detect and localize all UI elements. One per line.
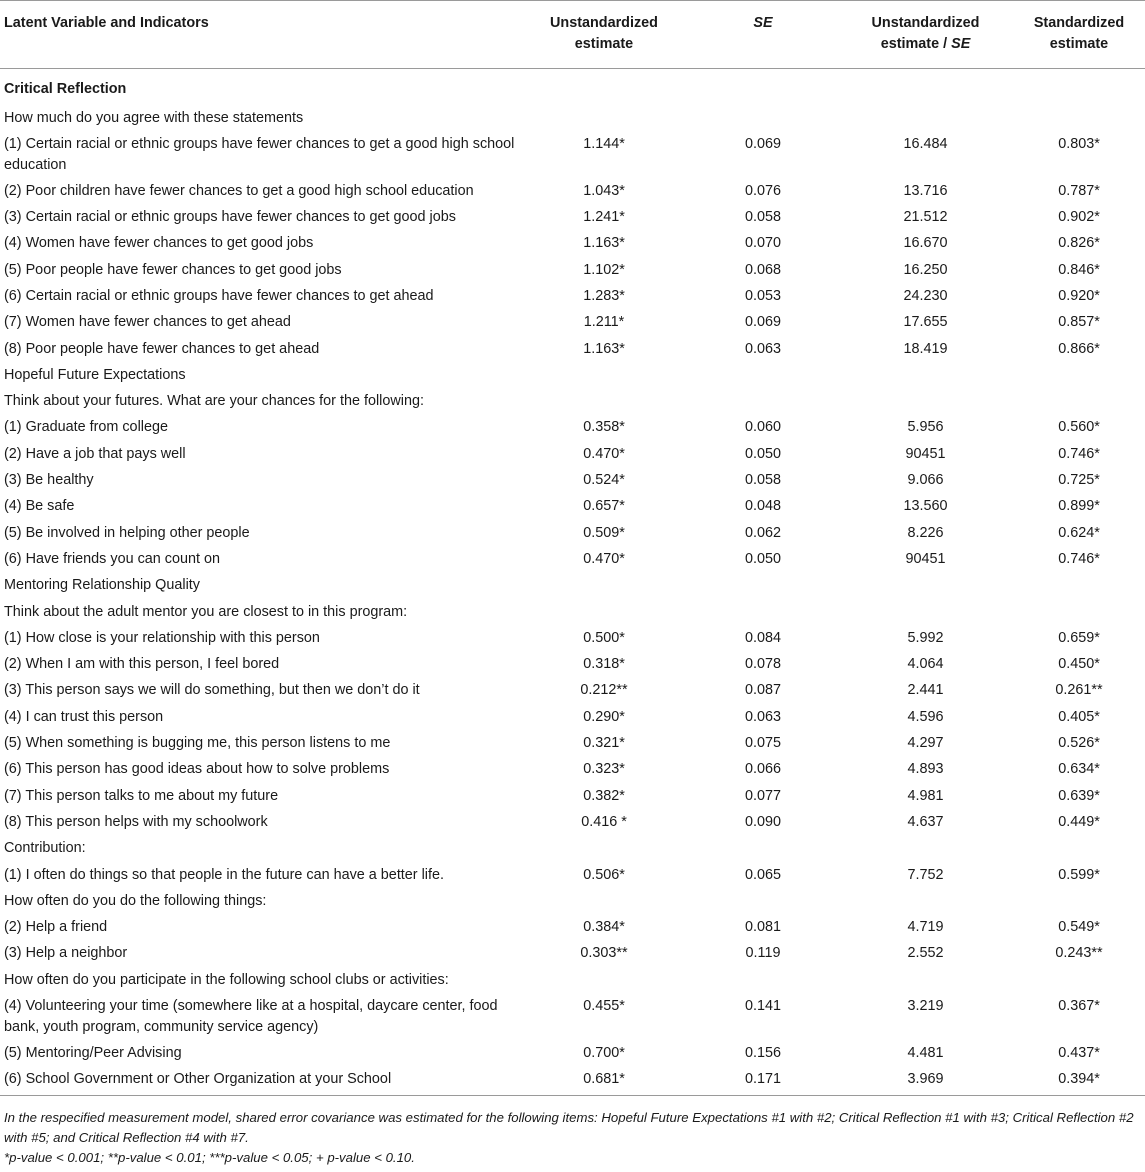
se-cell: 0.141 bbox=[744, 998, 781, 1014]
group-label: Critical Reflection bbox=[4, 81, 127, 97]
table-row bbox=[0, 204, 1145, 230]
indicator-label: (3) This person says we will do something, but then we don’t do it bbox=[4, 682, 420, 699]
empty-cell bbox=[838, 599, 1013, 625]
indicator-label: (1) How close is your relationship with this person bbox=[4, 629, 320, 646]
unstandardized-estimate-cell: 1.241* bbox=[583, 209, 625, 226]
subheader-row bbox=[0, 572, 1145, 598]
estimate-over-se-cell: 8.226 bbox=[907, 524, 944, 541]
unstandardized-estimate-cell: 0.323* bbox=[583, 761, 625, 778]
indicator-label: (4) Women have fewer chances to get good jobs bbox=[4, 235, 314, 252]
table-row bbox=[0, 1066, 1145, 1095]
empty-cell bbox=[838, 967, 1013, 993]
table-row bbox=[0, 625, 1145, 651]
table-row bbox=[0, 178, 1145, 204]
empty-cell bbox=[520, 599, 688, 625]
subheader-row bbox=[0, 888, 1145, 914]
empty-cell bbox=[520, 967, 688, 993]
group-label: How often do you participate in the following school clubs or activities: bbox=[4, 971, 449, 988]
se-cell: 0.084 bbox=[744, 629, 781, 646]
standardized-estimate-cell: 0.787* bbox=[1058, 182, 1100, 199]
indicator-label: (7) This person talks to me about my future bbox=[4, 787, 279, 804]
standardized-estimate-cell: 0.725* bbox=[1058, 472, 1100, 489]
indicator-label: (1) I often do things so that people in the future can have a better life. bbox=[4, 866, 444, 883]
standardized-estimate-cell: 0.549* bbox=[1058, 919, 1100, 936]
unstandardized-estimate-cell: 1.283* bbox=[583, 287, 625, 304]
unstandardized-estimate-cell: 1.163* bbox=[583, 235, 625, 252]
standardized-estimate-cell: 0.450* bbox=[1058, 656, 1100, 673]
empty-cell bbox=[688, 599, 838, 625]
empty-cell bbox=[1013, 967, 1145, 993]
empty-cell bbox=[688, 69, 838, 105]
indicator-label: (2) Have a job that pays well bbox=[4, 445, 186, 462]
empty-cell bbox=[688, 572, 838, 598]
indicator-label: (8) This person helps with my schoolwork bbox=[4, 813, 268, 830]
standardized-estimate-cell: 0.866* bbox=[1058, 340, 1100, 357]
unstandardized-estimate-cell: 0.657* bbox=[583, 498, 625, 515]
empty-cell bbox=[520, 388, 688, 414]
estimate-over-se-cell: 3.969 bbox=[907, 1071, 944, 1088]
standardized-estimate-cell: 0.857* bbox=[1058, 314, 1100, 331]
indicator-label: (1) Graduate from college bbox=[4, 419, 168, 436]
unstandardized-estimate-cell: 0.506* bbox=[583, 866, 625, 883]
estimate-over-se-cell: 17.655 bbox=[903, 314, 948, 331]
subheader-row bbox=[0, 835, 1145, 861]
empty-cell bbox=[1013, 888, 1145, 914]
unstandardized-estimate-cell: 0.318* bbox=[583, 656, 625, 673]
estimate-over-se-cell: 13.560 bbox=[903, 498, 948, 515]
se-cell: 0.050 bbox=[744, 445, 781, 462]
empty-cell bbox=[520, 69, 688, 105]
indicator-label: (6) Certain racial or ethnic groups have fewer chances to get ahead bbox=[4, 287, 434, 304]
se-cell: 0.081 bbox=[744, 919, 781, 936]
estimate-over-se-cell: 4.637 bbox=[907, 813, 944, 830]
footnote-covariance: In the respecified measurement model, shared error covariance was estimated for the following items: Hopeful Future Expectations #1 with #2; Critical Reflection #1 with #3; Critical Reflection #2 with #5; and Critical Reflection #4 with #7. bbox=[4, 1110, 1134, 1145]
indicator-label: (2) When I am with this person, I feel bored bbox=[4, 656, 280, 673]
empty-cell bbox=[520, 362, 688, 388]
standardized-estimate-cell: 0.367* bbox=[1058, 998, 1100, 1014]
standardized-estimate-cell: 0.639* bbox=[1058, 787, 1100, 804]
group-label: How much do you agree with these statements bbox=[4, 109, 304, 126]
subheader-row bbox=[0, 105, 1145, 131]
estimate-over-se-cell: 16.250 bbox=[903, 261, 948, 278]
table-row bbox=[0, 783, 1145, 809]
table-row bbox=[0, 230, 1145, 256]
standardized-estimate-cell: 0.746* bbox=[1058, 445, 1100, 462]
unstandardized-estimate-cell: 0.500* bbox=[583, 629, 625, 646]
subheader-row bbox=[0, 599, 1145, 625]
standardized-estimate-cell: 0.624* bbox=[1058, 524, 1100, 541]
empty-cell bbox=[838, 69, 1013, 105]
standardized-estimate-cell: 0.846* bbox=[1058, 261, 1100, 278]
estimate-over-se-cell: 2.441 bbox=[907, 682, 944, 699]
standardized-estimate-cell: 0.243** bbox=[1055, 945, 1103, 962]
indicator-label: (5) Poor people have fewer chances to get good jobs bbox=[4, 261, 342, 278]
se-cell: 0.063 bbox=[744, 708, 781, 725]
unstandardized-estimate-cell: 0.384* bbox=[583, 919, 625, 936]
header-se: SE bbox=[753, 15, 773, 31]
indicator-label: (6) School Government or Other Organization at your School bbox=[4, 1071, 392, 1088]
unstandardized-estimate-cell: 1.211* bbox=[583, 314, 625, 331]
standardized-estimate-cell: 0.634* bbox=[1058, 761, 1100, 778]
group-label: Contribution: bbox=[4, 840, 86, 857]
empty-cell bbox=[1013, 572, 1145, 598]
empty-cell bbox=[1013, 599, 1145, 625]
table-row bbox=[0, 520, 1145, 546]
indicator-label: (8) Poor people have fewer chances to get ahead bbox=[4, 340, 320, 357]
se-cell: 0.076 bbox=[744, 182, 781, 199]
table-header bbox=[0, 1, 1145, 69]
se-cell: 0.048 bbox=[744, 498, 781, 515]
table-row bbox=[0, 467, 1145, 493]
se-cell: 0.050 bbox=[744, 550, 781, 567]
estimate-over-se-cell: 7.752 bbox=[907, 866, 944, 883]
se-cell: 0.058 bbox=[744, 209, 781, 226]
empty-cell bbox=[1013, 105, 1145, 131]
unstandardized-estimate-cell: 1.163* bbox=[583, 340, 625, 357]
unstandardized-estimate-cell: 0.212** bbox=[580, 682, 628, 699]
group-label: Think about your futures. What are your chances for the following: bbox=[4, 393, 424, 410]
table-row bbox=[0, 756, 1145, 782]
unstandardized-estimate-cell: 0.382* bbox=[583, 787, 625, 804]
estimate-over-se-cell: 13.716 bbox=[903, 182, 948, 199]
table-row bbox=[0, 704, 1145, 730]
header-latent-variable: Latent Variable and Indicators bbox=[4, 15, 209, 31]
estimate-over-se-cell: 4.596 bbox=[907, 708, 944, 725]
unstandardized-estimate-cell: 0.416 * bbox=[581, 813, 627, 830]
unstandardized-estimate-cell: 0.290* bbox=[583, 708, 625, 725]
estimate-over-se-cell: 24.230 bbox=[903, 287, 948, 304]
empty-cell bbox=[838, 362, 1013, 388]
estimate-over-se-cell: 90451 bbox=[905, 445, 946, 462]
estimate-over-se-cell: 5.956 bbox=[907, 419, 944, 436]
table-row bbox=[0, 131, 1145, 178]
subheader-row bbox=[0, 967, 1145, 993]
unstandardized-estimate-cell: 0.358* bbox=[583, 419, 625, 436]
footnote-significance: *p-value < 0.001; **p-value < 0.01; ***p-value < 0.05; + p-value < 0.10. bbox=[4, 1150, 415, 1165]
estimate-over-se-cell: 4.297 bbox=[907, 735, 944, 752]
table-footnotes bbox=[4, 1108, 1139, 1168]
header-row bbox=[0, 1, 1145, 69]
standardized-estimate-cell: 0.437* bbox=[1058, 1045, 1100, 1061]
empty-cell bbox=[1013, 69, 1145, 105]
table-row bbox=[0, 940, 1145, 966]
table-row bbox=[0, 441, 1145, 467]
empty-cell bbox=[688, 835, 838, 861]
empty-cell bbox=[520, 835, 688, 861]
indicator-label: (1) Certain racial or ethnic groups have fewer chances to get a good high school education bbox=[4, 135, 515, 173]
estimate-over-se-cell: 3.219 bbox=[907, 998, 944, 1014]
se-cell: 0.171 bbox=[744, 1071, 781, 1088]
se-cell: 0.065 bbox=[744, 866, 781, 883]
table-row bbox=[0, 546, 1145, 572]
estimate-over-se-cell: 16.484 bbox=[903, 135, 948, 152]
estimate-over-se-cell: 21.512 bbox=[903, 209, 948, 226]
group-label: Hopeful Future Expectations bbox=[4, 366, 186, 383]
group-label: How often do you do the following things: bbox=[4, 892, 267, 909]
empty-cell bbox=[1013, 388, 1145, 414]
estimate-over-se-cell: 4.064 bbox=[907, 656, 944, 673]
se-cell: 0.063 bbox=[744, 340, 781, 357]
se-cell: 0.070 bbox=[744, 235, 781, 252]
header-estimate-over-se: Unstandardized estimate / SE bbox=[871, 15, 980, 52]
table-row bbox=[0, 809, 1145, 835]
standardized-estimate-cell: 0.902* bbox=[1058, 209, 1100, 226]
table-row bbox=[0, 677, 1145, 703]
unstandardized-estimate-cell: 0.470* bbox=[583, 445, 625, 462]
standardized-estimate-cell: 0.746* bbox=[1058, 550, 1100, 567]
estimate-over-se-cell: 16.670 bbox=[903, 235, 948, 252]
empty-cell bbox=[688, 888, 838, 914]
indicator-label: (5) Mentoring/Peer Advising bbox=[4, 1045, 182, 1061]
se-cell: 0.062 bbox=[744, 524, 781, 541]
standardized-estimate-cell: 0.261** bbox=[1055, 682, 1103, 699]
group-label: Think about the adult mentor you are closest to in this program: bbox=[4, 603, 408, 620]
subheader-row bbox=[0, 362, 1145, 388]
unstandardized-estimate-cell: 0.470* bbox=[583, 550, 625, 567]
unstandardized-estimate-cell: 0.321* bbox=[583, 735, 625, 752]
empty-cell bbox=[838, 835, 1013, 861]
estimate-over-se-cell: 4.481 bbox=[907, 1045, 944, 1061]
empty-cell bbox=[838, 572, 1013, 598]
standardized-estimate-cell: 0.803* bbox=[1058, 135, 1100, 152]
table-row bbox=[0, 1040, 1145, 1066]
table-row bbox=[0, 651, 1145, 677]
se-cell: 0.077 bbox=[744, 787, 781, 804]
estimate-over-se-cell: 5.992 bbox=[907, 629, 944, 646]
se-cell: 0.069 bbox=[744, 135, 781, 152]
estimate-over-se-cell: 18.419 bbox=[903, 340, 948, 357]
se-cell: 0.156 bbox=[744, 1045, 781, 1061]
table-row bbox=[0, 493, 1145, 519]
table-row bbox=[0, 862, 1145, 888]
se-cell: 0.090 bbox=[744, 813, 781, 830]
se-cell: 0.078 bbox=[744, 656, 781, 673]
table-row bbox=[0, 336, 1145, 362]
empty-cell bbox=[1013, 362, 1145, 388]
table-body bbox=[0, 69, 1145, 1096]
estimate-over-se-cell: 2.552 bbox=[907, 945, 944, 962]
unstandardized-estimate-cell: 1.144* bbox=[583, 135, 625, 152]
estimate-over-se-cell: 9.066 bbox=[907, 472, 944, 489]
empty-cell bbox=[688, 362, 838, 388]
empty-cell bbox=[838, 388, 1013, 414]
section-header-row bbox=[0, 69, 1145, 105]
table-row bbox=[0, 993, 1145, 1040]
indicator-label: (2) Poor children have fewer chances to get a good high school education bbox=[4, 182, 474, 199]
estimate-over-se-cell: 4.719 bbox=[907, 919, 944, 936]
indicator-label: (4) I can trust this person bbox=[4, 708, 164, 725]
unstandardized-estimate-cell: 0.455* bbox=[583, 998, 625, 1014]
indicator-label: (5) When something is bugging me, this person listens to me bbox=[4, 735, 391, 752]
indicator-label: (7) Women have fewer chances to get ahead bbox=[4, 314, 291, 331]
header-unstandardized-estimate: Unstandardized estimate bbox=[550, 15, 658, 52]
empty-cell bbox=[1013, 835, 1145, 861]
estimate-over-se-cell: 4.893 bbox=[907, 761, 944, 778]
indicator-label: (5) Be involved in helping other people bbox=[4, 524, 250, 541]
indicator-label: (3) Help a neighbor bbox=[4, 945, 128, 962]
unstandardized-estimate-cell: 0.509* bbox=[583, 524, 625, 541]
se-cell: 0.066 bbox=[744, 761, 781, 778]
se-cell: 0.075 bbox=[744, 735, 781, 752]
standardized-estimate-cell: 0.526* bbox=[1058, 735, 1100, 752]
standardized-estimate-cell: 0.560* bbox=[1058, 419, 1100, 436]
indicator-label: (6) This person has good ideas about how to solve problems bbox=[4, 761, 390, 778]
se-cell: 0.068 bbox=[744, 261, 781, 278]
table-row bbox=[0, 414, 1145, 440]
empty-cell bbox=[688, 967, 838, 993]
se-cell: 0.087 bbox=[744, 682, 781, 699]
se-cell: 0.058 bbox=[744, 472, 781, 489]
indicator-label: (4) Volunteering your time (somewhere like at a hospital, daycare center, food bank, youth program, community service agency) bbox=[4, 998, 498, 1035]
empty-cell bbox=[520, 572, 688, 598]
indicator-label: (2) Help a friend bbox=[4, 919, 108, 936]
standardized-estimate-cell: 0.405* bbox=[1058, 708, 1100, 725]
standardized-estimate-cell: 0.826* bbox=[1058, 235, 1100, 252]
empty-cell bbox=[688, 388, 838, 414]
indicator-label: (3) Be healthy bbox=[4, 472, 94, 489]
unstandardized-estimate-cell: 0.700* bbox=[583, 1045, 625, 1061]
table-row bbox=[0, 257, 1145, 283]
empty-cell bbox=[838, 888, 1013, 914]
unstandardized-estimate-cell: 0.681* bbox=[583, 1071, 625, 1088]
empty-cell bbox=[520, 105, 688, 131]
standardized-estimate-cell: 0.899* bbox=[1058, 498, 1100, 515]
empty-cell bbox=[520, 888, 688, 914]
unstandardized-estimate-cell: 1.043* bbox=[583, 182, 625, 199]
indicator-label: (3) Certain racial or ethnic groups have fewer chances to get good jobs bbox=[4, 209, 456, 226]
standardized-estimate-cell: 0.920* bbox=[1058, 287, 1100, 304]
se-cell: 0.119 bbox=[745, 945, 781, 962]
standardized-estimate-cell: 0.599* bbox=[1058, 866, 1100, 883]
subheader-row bbox=[0, 388, 1145, 414]
standardized-estimate-cell: 0.394* bbox=[1058, 1071, 1100, 1088]
group-label: Mentoring Relationship Quality bbox=[4, 577, 200, 594]
table-row bbox=[0, 283, 1145, 309]
table-row bbox=[0, 914, 1145, 940]
se-cell: 0.069 bbox=[744, 314, 781, 331]
indicator-label: (6) Have friends you can count on bbox=[4, 550, 220, 567]
unstandardized-estimate-cell: 0.303** bbox=[580, 945, 628, 962]
estimate-over-se-cell: 90451 bbox=[905, 550, 946, 567]
unstandardized-estimate-cell: 1.102* bbox=[583, 261, 625, 278]
se-cell: 0.060 bbox=[744, 419, 781, 436]
table-row bbox=[0, 730, 1145, 756]
estimate-over-se-cell: 4.981 bbox=[907, 787, 944, 804]
empty-cell bbox=[838, 105, 1013, 131]
standardized-estimate-cell: 0.659* bbox=[1058, 629, 1100, 646]
se-cell: 0.053 bbox=[744, 287, 781, 304]
empty-cell bbox=[688, 105, 838, 131]
unstandardized-estimate-cell: 0.524* bbox=[583, 472, 625, 489]
indicator-label: (4) Be safe bbox=[4, 498, 75, 515]
table-row bbox=[0, 309, 1145, 335]
standardized-estimate-cell: 0.449* bbox=[1058, 813, 1100, 830]
header-standardized-estimate: Standardized estimate bbox=[1033, 15, 1125, 52]
